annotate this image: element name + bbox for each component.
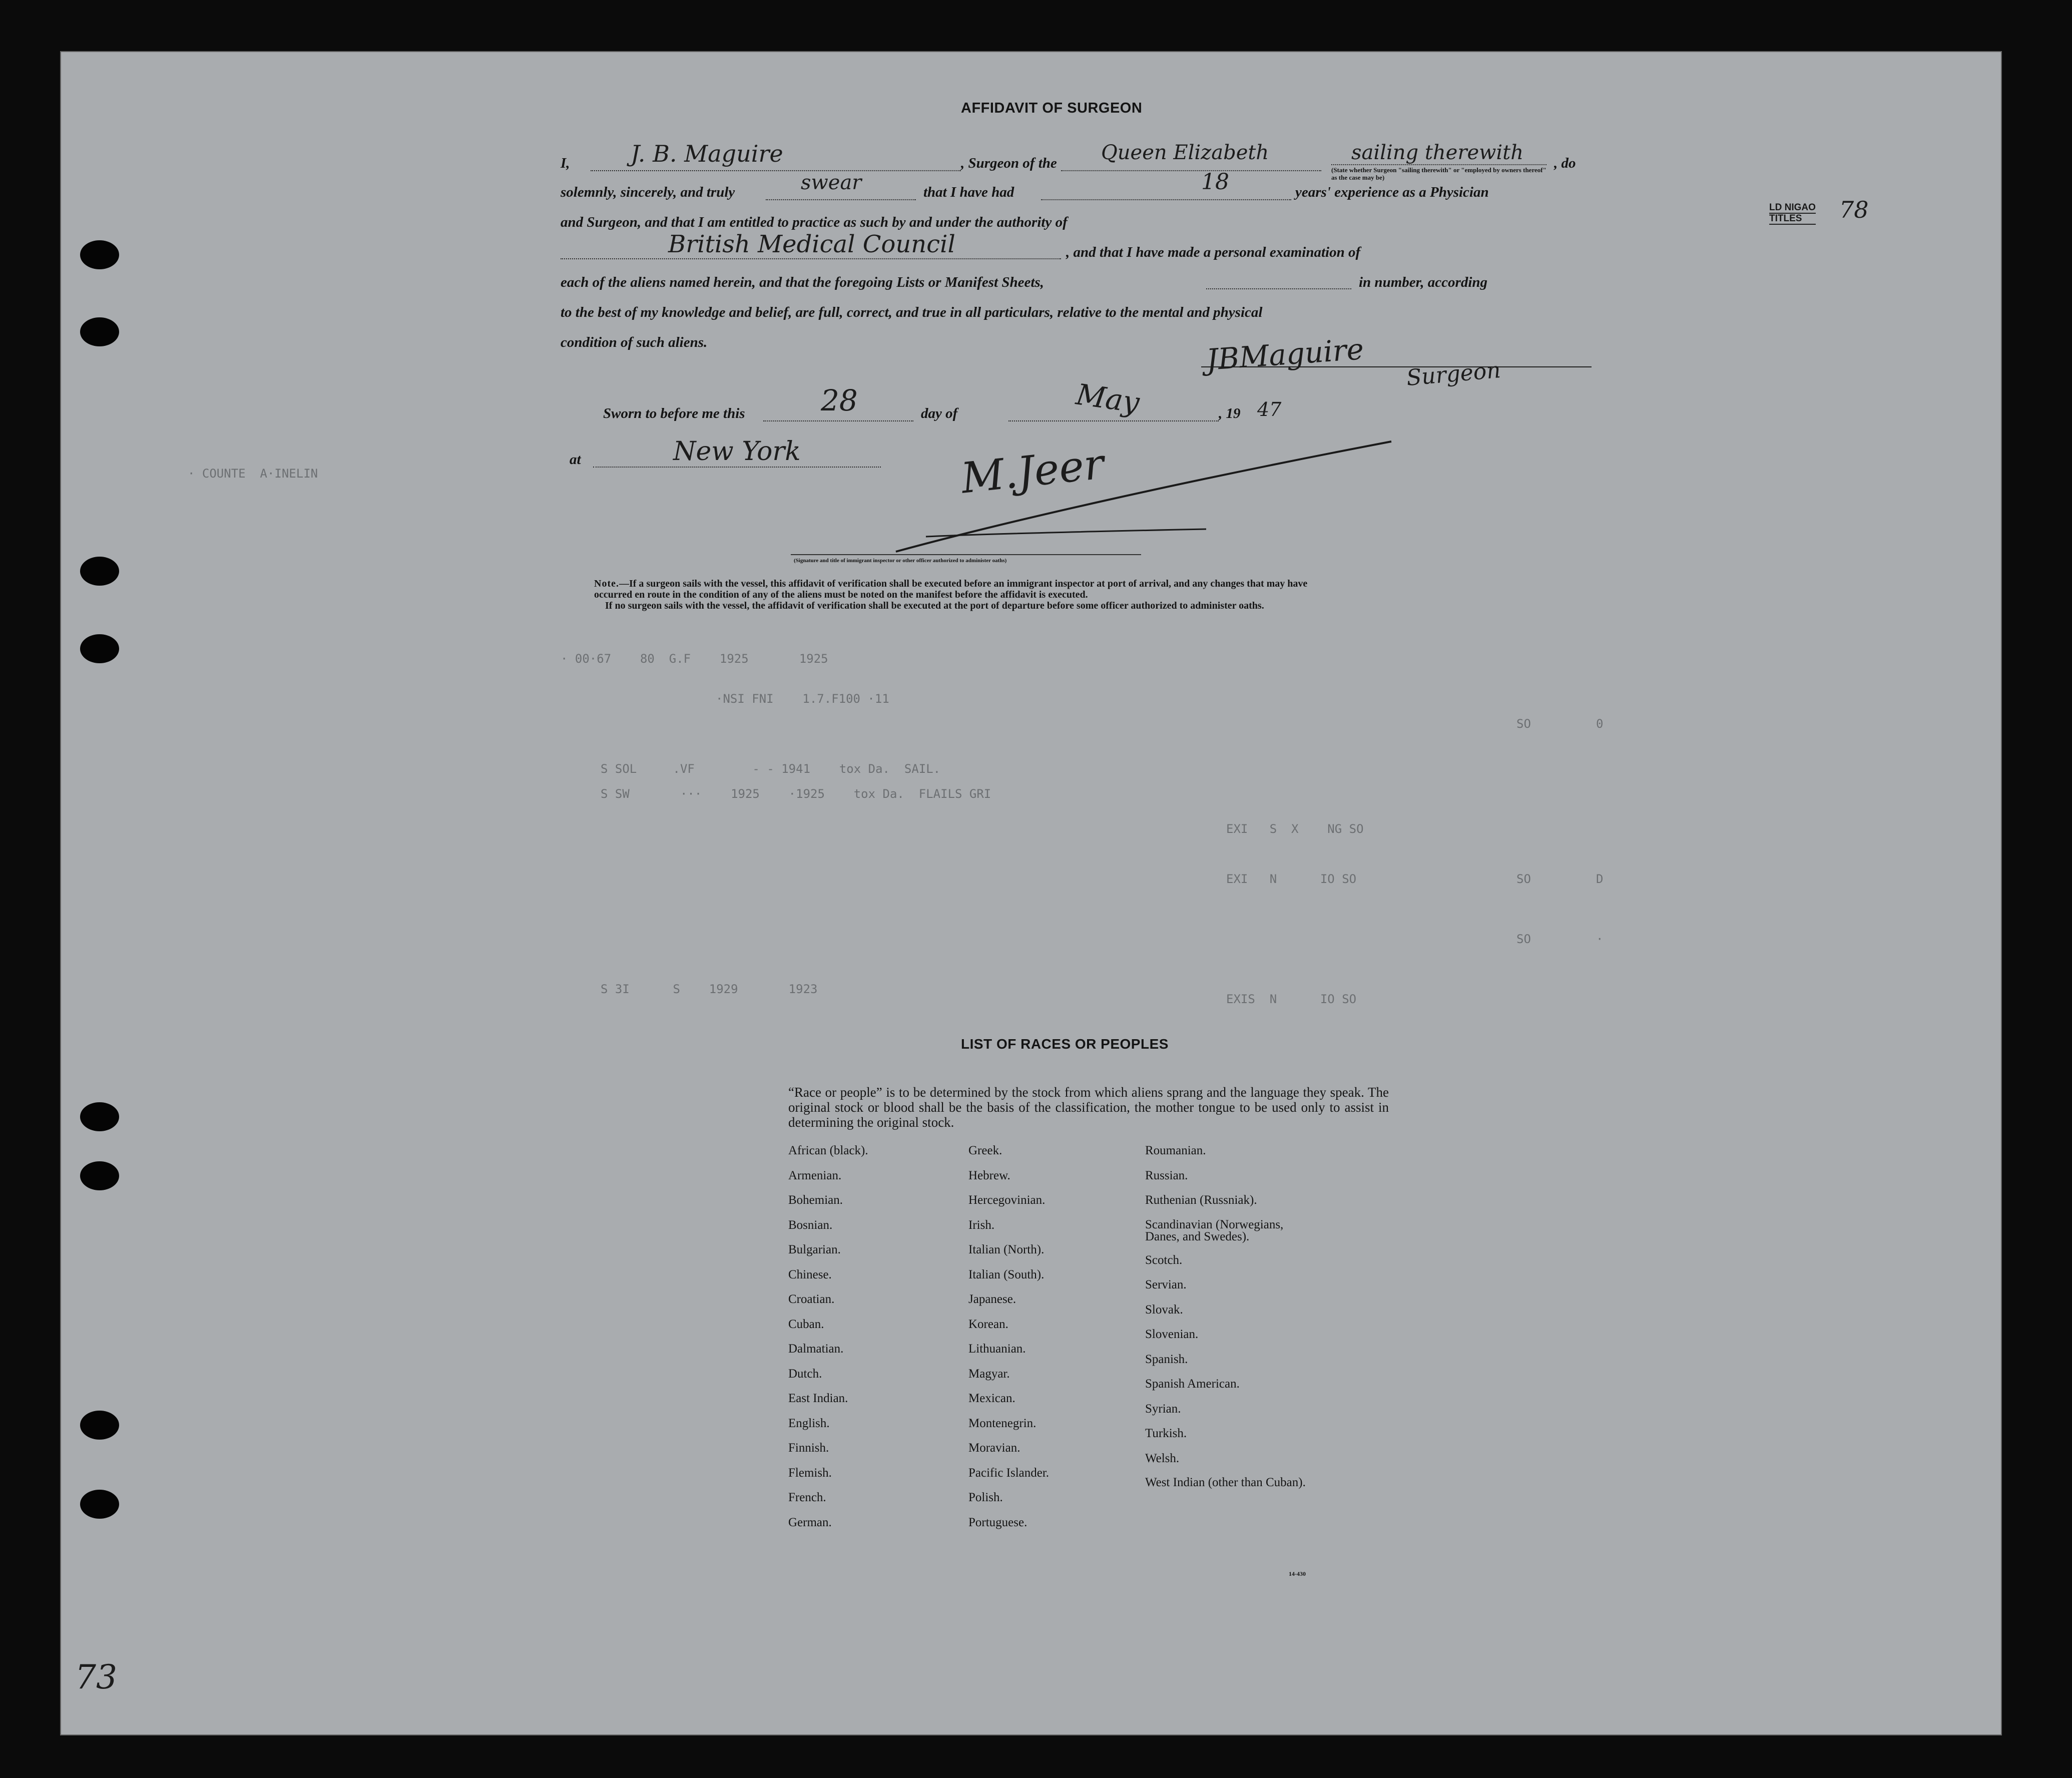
sworn-month: May (1074, 377, 1142, 420)
vessel-name: Queen Elizabeth (1101, 141, 1269, 164)
day-of-label: day of (921, 405, 958, 421)
page-number: 73 (75, 1658, 117, 1696)
binder-hole (80, 1102, 119, 1131)
at-label: at (570, 452, 581, 468)
race-item: Spanish. (1145, 1352, 1188, 1366)
affidavit-line-5a: each of the aliens named herein, and that the foregoing Lists or Manifest Sheets, (561, 274, 1044, 290)
race-item: Slovenian. (1145, 1327, 1199, 1341)
solemnly-label: solemnly, sincerely, and truly (561, 184, 735, 200)
note-line-2: occurred en route in the condition of any of the aliens must be noted on the manifest before the affidavit is executed. (594, 589, 1088, 600)
surgeon-name: J. B. Maguire (631, 140, 783, 167)
race-item: Polish. (968, 1491, 1003, 1504)
stamp (1769, 203, 1816, 225)
race-item: Italian (North). (968, 1243, 1045, 1256)
sworn-day: 28 (821, 383, 858, 417)
binder-hole (80, 557, 119, 586)
race-item: Mexican. (968, 1392, 1015, 1405)
affidavit-line-7: condition of such aliens. (561, 334, 708, 350)
race-item: Roumanian. (1145, 1144, 1206, 1157)
officer-signature: M.Jeer (958, 439, 1107, 503)
binder-hole (80, 1411, 119, 1440)
race-item: Hebrew. (968, 1168, 1010, 1182)
race-item: Flemish. (788, 1466, 832, 1480)
officer-signature-line (791, 554, 1141, 555)
surgeon-of-label: , Surgeon of the (961, 155, 1057, 171)
race-item: Bosnian. (788, 1218, 833, 1232)
race-item: West Indian (other than Cuban). (1145, 1476, 1306, 1489)
year-prefix: , 19 (1219, 405, 1241, 421)
surgeon-name-line (591, 170, 961, 171)
note-label: Note. (594, 578, 619, 589)
race-item: Irish. (968, 1218, 995, 1232)
race-item: Finnish. (788, 1441, 829, 1455)
stamp-line-1: LD NIGAO (1769, 202, 1816, 213)
sworn-place: New York (673, 436, 801, 467)
race-item: Ruthenian (Russniak). (1145, 1193, 1257, 1207)
race-item: German. (788, 1515, 832, 1529)
races-intro: “Race or people” is to be determined by the stock from which aliens sprang and the language they speak. The original stock or blood shall be the basis of the classification, the mother tongue to be used only to assist in determining the original stock. (788, 1085, 1389, 1130)
race-item: Montenegrin. (968, 1416, 1037, 1430)
race-item: Hercegovinian. (968, 1193, 1046, 1207)
race-item: Moravian. (968, 1441, 1020, 1455)
binder-hole (80, 240, 119, 269)
affidavit-line-5b: in number, according (1359, 274, 1488, 290)
race-item: African (black). (788, 1144, 868, 1157)
race-item: Armenian. (788, 1168, 842, 1182)
authority-value: British Medical Council (668, 230, 955, 258)
binder-hole (80, 634, 119, 663)
race-item: Dalmatian. (788, 1342, 844, 1356)
oath-word: swear (801, 171, 862, 194)
races-title: LIST OF RACES OR PEOPLES (961, 1036, 1169, 1052)
officer-caption: (Signature and title of immigrant inspector or other officer authorized to administer oaths) (794, 558, 1007, 564)
examination-label: , and that I have made a personal examination of (1066, 244, 1361, 260)
years-value: 18 (1201, 169, 1229, 195)
i-label: I, (561, 155, 570, 171)
authority-label: and Surgeon, and that I am entitled to practice as such by and under the authority of (561, 214, 1068, 230)
race-item: Croatian. (788, 1292, 835, 1306)
race-item: Bulgarian. (788, 1243, 841, 1256)
race-item: Russian. (1145, 1168, 1188, 1182)
stamp-handwritten-number: 78 (1839, 196, 1869, 223)
sheets-line (1206, 288, 1351, 289)
sailing-status: sailing therewith (1351, 141, 1524, 164)
race-item: Scotch. (1145, 1253, 1183, 1267)
race-item: East Indian. (788, 1392, 848, 1405)
do-label: , do (1554, 155, 1576, 171)
race-item: Magyar. (968, 1367, 1010, 1381)
binder-hole (80, 1490, 119, 1519)
surgeon-signature-title: Surgeon (1405, 357, 1502, 391)
stamp-line-2: TITLES (1769, 214, 1816, 225)
authority-line (561, 258, 1061, 259)
sailing-line (1331, 164, 1546, 165)
race-item: Korean. (968, 1317, 1008, 1331)
form-number: 14-430 (1289, 1570, 1306, 1577)
race-item: Italian (South). (968, 1267, 1045, 1281)
race-item: Japanese. (968, 1292, 1016, 1306)
race-item: Cuban. (788, 1317, 824, 1331)
race-item: Pacific Islander. (968, 1466, 1050, 1480)
races-column-3 (1145, 1138, 1325, 1489)
race-item: Spanish American. (1145, 1377, 1240, 1391)
note-line-3: If no surgeon sails with the vessel, the affidavit of verification shall be executed at the port of departure before some officer authorized to administer oaths. (605, 600, 1264, 611)
races-column-1 (788, 1138, 868, 1535)
race-item: Portuguese. (968, 1515, 1027, 1529)
race-item: Lithuanian. (968, 1342, 1026, 1356)
years-line (1041, 199, 1291, 200)
race-item: Greek. (968, 1144, 1002, 1157)
year-suffix: 47 (1257, 398, 1282, 420)
binder-hole (80, 1161, 119, 1190)
surgeon-signature: JBMaguire (1205, 332, 1365, 377)
note-block (594, 578, 1307, 611)
oath-line (766, 199, 916, 200)
affidavit-title: AFFIDAVIT OF SURGEON (961, 100, 1143, 116)
race-item: Dutch. (788, 1367, 822, 1381)
race-item: Servian. (1145, 1278, 1187, 1291)
races-column-2 (968, 1138, 1049, 1535)
manifest-sheet: · COUNTE A·INELIN · 00·67 80 G.F 1925 1925 ·NSI FNI 1.7.F100 ·11 S SOL .VF - - 1941 tox Da. SAIL. S SW ··· 1925 ·1925 tox Da. FLAILS GRI EXI S X NG SO EXI N IO SO S 3I S 1929 1923 EXIS N IO SO SO 0 SO D SO · AFFIDAVIT OF SURGEON I, J. B. Maguire , Surgeon of the Queen Elizabeth sailing therewith (State whether Surgeon "sailing therewith" or "employed by owners thereof" as the case may be) , do solemnly, sincerely, and truly swear that I have had 18 years' experience as a Physician and Surgeon, and that I am entitled to practice as such by and under the authority of British Medical Council , and that I have made a personal examination of each of the aliens named herein, and that the foregoing Lists or Manifest Sheets, in number, according to the best of my knowledge and belief, are full, correct, and true in all particulars, relative to the mental and physical condition of such aliens. JBMaguire Surgeon Sworn to before me this 28 day of May , 19 47 at New York M.Jeer (Signature and title of immigrant inspector or other officer authorized to administer oaths) Note.—If a surgeon sails with the vessel, this affidavit of verification shall be executed before an immigrant inspector at port of arrival, and any changes that may have occurred en route in the condition of any of the aliens must be noted on the manifest before the affidavit is executed. If no surgeon sails with the vessel, the affidavit of verification shall be executed at the port of departure before some officer authorized to administer oaths. LD NIGAO TITLES 78 LIST OF RACES OR PEOPLES “Race or people” is to be determined by the stock from which aliens sprang and the language they speak. The original stock or blood shall be the basis of the classification, the mother tongue to be used only to assist in determining the original stock. African (black). Armenian. Bohemian. Bosnian. Bulgarian. Chinese. Croatian. Cuban. Dalmatian. Dutch. East Indian. English. Finnish. Flemish. French. German. Greek. Hebrew. Hercegovinian. Irish. Italian (North). Italian (South). Japanese. Korean. Lithuanian. Magyar. Mexican. Montenegrin. Moravian. Pacific Islander. Polish. Portuguese. Roumanian. Russian. Ruthenian (Russniak). Scandinavian (Norwegians, Danes, and Swedes). Scotch. Servian. Slovak. Slovenian. Spanish. Spanish American. Syrian. Turkish. Welsh. West Indian (other than Cuban). 14-430 73 (60, 51, 2002, 1735)
vessel-line (1061, 170, 1321, 171)
race-item: Turkish. (1145, 1427, 1187, 1440)
affidavit-line-6: to the best of my knowledge and belief, are full, correct, and true in all particulars, relative to the mental and physical (561, 304, 1263, 320)
race-item: French. (788, 1491, 826, 1504)
race-item: Slovak. (1145, 1302, 1183, 1316)
years-label: years' experience as a Physician (1295, 184, 1489, 200)
had-label: that I have had (923, 184, 1014, 200)
sworn-label: Sworn to before me this (603, 405, 745, 421)
race-item: Bohemian. (788, 1193, 843, 1207)
note-line-1: —If a surgeon sails with the vessel, this affidavit of verification shall be executed before an immigrant inspector at port of arrival, and any changes that may have (619, 578, 1308, 589)
race-item: Chinese. (788, 1267, 832, 1281)
race-item: Scandinavian (Norwegians, Danes, and Swedes). (1145, 1217, 1284, 1243)
sailing-hint: (State whether Surgeon "sailing therewith" or "employed by owners thereof" as the case may be) (1331, 166, 1546, 181)
race-item: Welsh. (1145, 1451, 1180, 1465)
sworn-place-line (593, 467, 881, 468)
race-item: Syrian. (1145, 1402, 1181, 1416)
race-item: English. (788, 1416, 830, 1430)
binder-hole (80, 317, 119, 346)
officer-signature-strokes (881, 421, 1401, 572)
